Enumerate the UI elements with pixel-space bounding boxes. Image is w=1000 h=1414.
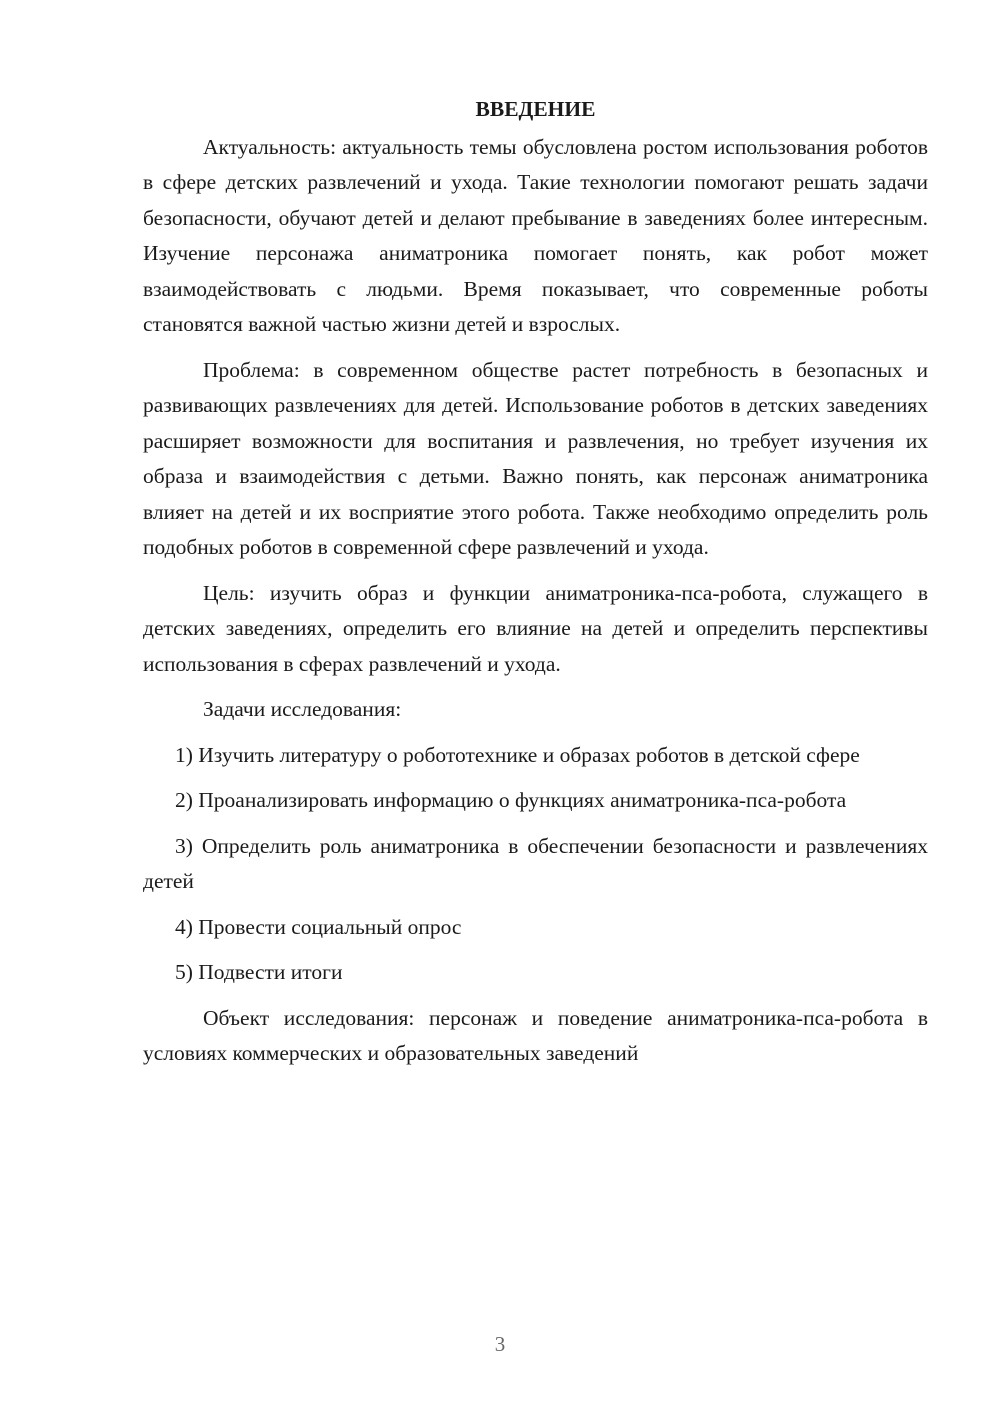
document-page — [143, 92, 928, 1072]
tasks-list — [143, 738, 928, 991]
paragraph-goal: Цель: изучить образ и функции аниматроника-пса-робота, служащего в детских заведениях, определить его влияние на детей и определить перспективы использования в сферах развлечений и ухода. — [143, 580, 928, 676]
task-item-2: 2) Проанализировать информацию о функциях аниматроника-пса-робота — [175, 788, 847, 812]
page-number: 3 — [494, 1332, 506, 1356]
task-item-4: 4) Провести социальный опрос — [175, 914, 462, 939]
paragraph-object: Объект исследования: персонаж и поведение аниматроника-пса-робота в условиях коммерческих и образовательных заведений — [143, 1005, 928, 1065]
tasks-heading: Задачи исследования: — [203, 697, 402, 721]
task-item-1: 1) Изучить литературу о робототехнике и образах роботов в детской сфере — [175, 742, 860, 767]
task-item-5: 5) Подвести итоги — [175, 960, 343, 984]
paragraph-problem: Проблема: в современном обществе растет потребность в безопасных и развивающих развлечениях для детей. Использование роботов в детских заведениях расширяет возможности для воспитания и развлечения, но требует изучения их образа и взаимодействия с детьми. Важно понять, как персонаж аниматроника влияет на детей и их восприятие этого робота. Также необходимо определить роль подобных роботов в современной сфере развлечений и ухода. — [143, 357, 928, 559]
paragraph-relevance: Актуальность: актуальность темы обусловлена ростом использования роботов в сфере детских развлечений и ухода. Такие технологии помогают решать задачи безопасности, обучают детей и делают пребывание в заведениях более интересным. Изучение персонажа аниматроника помогает понять, как робот может взаимодействовать с людьми. Время показывает, что современные роботы становятся важной частью жизни детей и взрослых. — [143, 134, 928, 336]
section-title: ВВЕДЕНИЕ — [475, 97, 596, 121]
task-item-3: 3) Определить роль аниматроника в обеспечении безопасности и развлечениях детей — [143, 833, 928, 893]
